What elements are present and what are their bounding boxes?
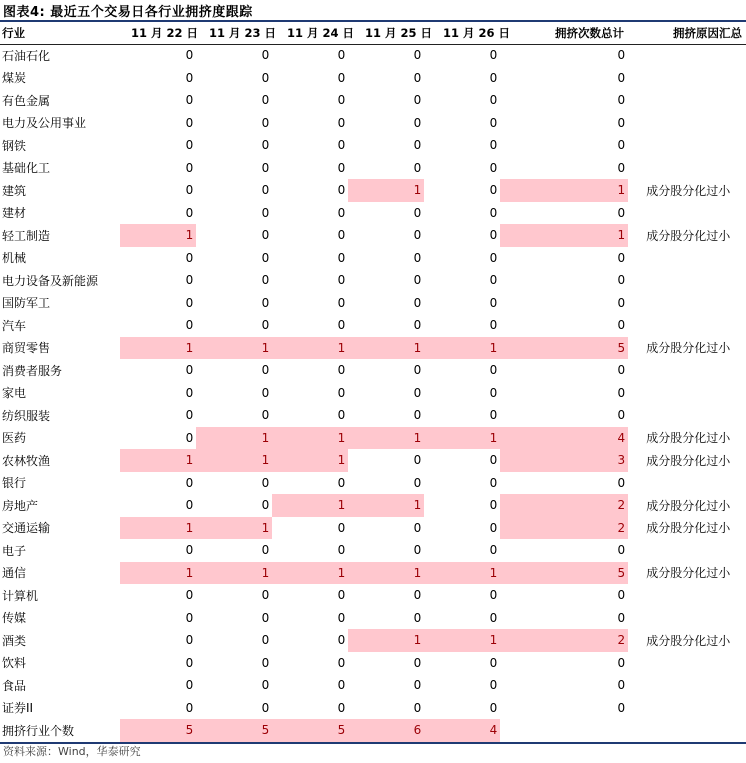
daily-count: 0 xyxy=(337,93,346,108)
daily-count: 0 xyxy=(489,655,498,670)
header-total: 拥挤次数总计 xyxy=(555,26,624,40)
crowding-reason xyxy=(628,472,746,495)
daily-count: 0 xyxy=(489,273,498,288)
total-count: 1 xyxy=(500,224,628,247)
industry-name: 钢铁 xyxy=(2,138,27,153)
table-row xyxy=(0,449,746,472)
crowding-reason: 成分股分化过小 xyxy=(646,521,731,536)
daily-count: 0 xyxy=(261,48,270,63)
daily-count: 0 xyxy=(185,93,194,108)
table-row xyxy=(0,494,746,517)
daily-count: 0 xyxy=(185,475,194,490)
table-row xyxy=(0,697,746,720)
industry-name: 房地产 xyxy=(2,498,39,513)
crowding-reason xyxy=(628,382,746,405)
daily-count: 0 xyxy=(337,160,346,175)
crowding-reason: 成分股分化过小 xyxy=(646,183,731,198)
daily-count: 0 xyxy=(337,138,346,153)
table-row xyxy=(0,404,746,427)
header-date-3: 11 月 24 日 xyxy=(286,26,354,40)
industry-name: 电子 xyxy=(2,543,27,558)
daily-count: 0 xyxy=(261,93,270,108)
daily-count: 0 xyxy=(261,700,270,715)
daily-count: 0 xyxy=(413,475,422,490)
total-count: 2 xyxy=(500,494,628,517)
daily-count: 1 xyxy=(348,179,424,202)
daily-count: 0 xyxy=(185,588,194,603)
daily-count: 0 xyxy=(261,160,270,175)
industry-name: 饮料 xyxy=(2,656,27,671)
daily-count: 0 xyxy=(489,543,498,558)
table-row xyxy=(0,67,746,90)
crowding-reason xyxy=(628,607,746,630)
daily-count: 0 xyxy=(185,295,194,310)
crowding-reason xyxy=(628,674,746,697)
industry-name: 煤炭 xyxy=(2,71,27,86)
summary-label: 拥挤行业个数 xyxy=(0,719,120,743)
table-row xyxy=(0,337,746,360)
crowding-reason: 成分股分化过小 xyxy=(646,633,731,648)
industry-name: 基础化工 xyxy=(2,161,51,176)
daily-count: 0 xyxy=(261,273,270,288)
daily-count: 1 xyxy=(120,337,196,360)
daily-count: 1 xyxy=(424,562,500,585)
crowding-reason xyxy=(628,157,746,180)
total-count: 0 xyxy=(617,588,626,603)
table-row xyxy=(0,202,746,225)
daily-count: 0 xyxy=(337,610,346,625)
daily-count: 0 xyxy=(337,700,346,715)
daily-count: 1 xyxy=(272,562,348,585)
table-row xyxy=(0,89,746,112)
daily-count: 0 xyxy=(337,205,346,220)
crowding-reason xyxy=(628,89,746,112)
total-count: 0 xyxy=(617,138,626,153)
total-count: 0 xyxy=(617,610,626,625)
daily-count: 0 xyxy=(337,385,346,400)
daily-count: 0 xyxy=(489,205,498,220)
daily-count: 0 xyxy=(337,363,346,378)
daily-count: 1 xyxy=(120,562,196,585)
header-date-5: 11 月 26 日 xyxy=(442,26,510,40)
daily-count: 0 xyxy=(337,543,346,558)
summary-count: 6 xyxy=(348,719,424,743)
daily-count: 0 xyxy=(337,250,346,265)
daily-count: 0 xyxy=(185,183,194,198)
daily-count: 1 xyxy=(348,337,424,360)
daily-count: 1 xyxy=(272,494,348,517)
table-row xyxy=(0,247,746,270)
daily-count: 0 xyxy=(337,655,346,670)
daily-count: 0 xyxy=(261,408,270,423)
total-count: 0 xyxy=(617,250,626,265)
daily-count: 0 xyxy=(337,183,346,198)
daily-count: 0 xyxy=(489,453,498,468)
daily-count: 0 xyxy=(185,430,194,445)
summary-reason-empty xyxy=(628,719,746,743)
daily-count: 0 xyxy=(261,318,270,333)
daily-count: 1 xyxy=(424,427,500,450)
table-row xyxy=(0,562,746,585)
daily-count: 0 xyxy=(489,48,498,63)
summary-count: 5 xyxy=(196,719,272,743)
industry-name: 机械 xyxy=(2,251,27,266)
total-count: 5 xyxy=(500,337,628,360)
daily-count: 0 xyxy=(413,273,422,288)
crowding-reason xyxy=(628,67,746,90)
total-count: 0 xyxy=(617,475,626,490)
industry-name: 纺织服装 xyxy=(2,408,51,423)
daily-count: 1 xyxy=(120,224,196,247)
total-count: 0 xyxy=(617,408,626,423)
total-count: 0 xyxy=(617,385,626,400)
table-row xyxy=(0,382,746,405)
industry-name: 通信 xyxy=(2,566,27,581)
total-count: 4 xyxy=(500,427,628,450)
daily-count: 0 xyxy=(413,70,422,85)
total-count: 0 xyxy=(617,318,626,333)
daily-count: 0 xyxy=(489,115,498,130)
daily-count: 1 xyxy=(424,337,500,360)
daily-count: 1 xyxy=(348,427,424,450)
crowding-table xyxy=(0,44,746,744)
daily-count: 0 xyxy=(413,48,422,63)
table-row xyxy=(0,44,746,67)
crowding-reason xyxy=(628,269,746,292)
daily-count: 0 xyxy=(489,138,498,153)
table-row xyxy=(0,359,746,382)
header-reason: 拥挤原因汇总 xyxy=(673,26,742,40)
table-row xyxy=(0,517,746,540)
source-note: 资料来源：Wind，华泰研究 xyxy=(3,745,141,758)
total-count: 0 xyxy=(617,700,626,715)
daily-count: 0 xyxy=(413,363,422,378)
daily-count: 0 xyxy=(489,318,498,333)
table-row xyxy=(0,427,746,450)
crowding-reason xyxy=(628,404,746,427)
industry-name: 传媒 xyxy=(2,611,27,626)
daily-count: 0 xyxy=(489,183,498,198)
crowding-reason xyxy=(628,292,746,315)
daily-count: 0 xyxy=(185,70,194,85)
daily-count: 1 xyxy=(196,517,272,540)
daily-count: 0 xyxy=(413,228,422,243)
crowding-reason: 成分股分化过小 xyxy=(646,431,731,446)
summary-row xyxy=(0,719,746,743)
industry-name: 消费者服务 xyxy=(2,363,63,378)
industry-name: 食品 xyxy=(2,678,27,693)
daily-count: 0 xyxy=(185,250,194,265)
crowding-reason: 成分股分化过小 xyxy=(646,498,731,513)
daily-count: 0 xyxy=(489,520,498,535)
crowding-reason xyxy=(628,112,746,135)
daily-count: 0 xyxy=(489,93,498,108)
daily-count: 0 xyxy=(261,543,270,558)
daily-count: 1 xyxy=(120,517,196,540)
daily-count: 0 xyxy=(489,363,498,378)
daily-count: 1 xyxy=(196,449,272,472)
total-count: 0 xyxy=(617,160,626,175)
daily-count: 0 xyxy=(185,385,194,400)
table-header xyxy=(0,22,746,45)
daily-count: 0 xyxy=(185,363,194,378)
daily-count: 0 xyxy=(185,633,194,648)
total-count: 0 xyxy=(617,273,626,288)
industry-name: 商贸零售 xyxy=(2,341,51,356)
daily-count: 0 xyxy=(261,70,270,85)
summary-total-empty xyxy=(500,719,628,743)
daily-count: 0 xyxy=(261,138,270,153)
summary-count: 5 xyxy=(272,719,348,743)
daily-count: 0 xyxy=(261,250,270,265)
daily-count: 1 xyxy=(196,562,272,585)
industry-name: 农林牧渔 xyxy=(2,453,51,468)
daily-count: 0 xyxy=(261,228,270,243)
daily-count: 0 xyxy=(185,318,194,333)
total-count: 0 xyxy=(617,115,626,130)
daily-count: 0 xyxy=(413,250,422,265)
total-count: 0 xyxy=(617,295,626,310)
daily-count: 0 xyxy=(261,385,270,400)
daily-count: 0 xyxy=(261,678,270,693)
crowding-reason: 成分股分化过小 xyxy=(646,228,731,243)
daily-count: 0 xyxy=(185,610,194,625)
daily-count: 0 xyxy=(261,475,270,490)
crowding-reason xyxy=(628,697,746,720)
total-count: 0 xyxy=(617,205,626,220)
daily-count: 0 xyxy=(489,610,498,625)
crowding-reason xyxy=(628,314,746,337)
total-count: 0 xyxy=(617,48,626,63)
daily-count: 0 xyxy=(337,408,346,423)
header-date-4: 11 月 25 日 xyxy=(364,26,432,40)
industry-name: 建材 xyxy=(2,206,27,221)
crowding-reason xyxy=(628,584,746,607)
industry-name: 电力设备及新能源 xyxy=(2,273,99,288)
daily-count: 0 xyxy=(413,385,422,400)
daily-count: 0 xyxy=(185,408,194,423)
crowding-reason: 成分股分化过小 xyxy=(646,566,731,581)
total-count: 3 xyxy=(500,449,628,472)
table-row xyxy=(0,134,746,157)
crowding-reason xyxy=(628,652,746,675)
table-row xyxy=(0,269,746,292)
daily-count: 0 xyxy=(185,273,194,288)
summary-count: 4 xyxy=(424,719,500,743)
total-count: 0 xyxy=(617,363,626,378)
daily-count: 0 xyxy=(185,678,194,693)
table-row xyxy=(0,584,746,607)
daily-count: 1 xyxy=(348,494,424,517)
total-count: 5 xyxy=(500,562,628,585)
table-row xyxy=(0,157,746,180)
daily-count: 0 xyxy=(337,115,346,130)
industry-name: 证券II xyxy=(2,701,34,716)
daily-count: 0 xyxy=(413,655,422,670)
industry-name: 汽车 xyxy=(2,318,27,333)
total-count: 0 xyxy=(617,655,626,670)
daily-count: 0 xyxy=(261,610,270,625)
daily-count: 1 xyxy=(196,427,272,450)
industry-name: 酒类 xyxy=(2,633,27,648)
daily-count: 1 xyxy=(120,449,196,472)
daily-count: 1 xyxy=(272,427,348,450)
daily-count: 0 xyxy=(413,93,422,108)
daily-count: 1 xyxy=(272,449,348,472)
crowding-reason: 成分股分化过小 xyxy=(646,453,731,468)
daily-count: 0 xyxy=(413,453,422,468)
table-row xyxy=(0,539,746,562)
daily-count: 0 xyxy=(261,498,270,513)
daily-count: 0 xyxy=(413,295,422,310)
daily-count: 0 xyxy=(261,205,270,220)
total-count: 0 xyxy=(617,93,626,108)
daily-count: 0 xyxy=(261,363,270,378)
table-row xyxy=(0,652,746,675)
daily-count: 0 xyxy=(413,138,422,153)
daily-count: 0 xyxy=(337,678,346,693)
daily-count: 0 xyxy=(489,498,498,513)
daily-count: 0 xyxy=(185,655,194,670)
total-count: 1 xyxy=(500,179,628,202)
daily-count: 0 xyxy=(489,588,498,603)
daily-count: 0 xyxy=(185,700,194,715)
table-row xyxy=(0,314,746,337)
total-count: 0 xyxy=(617,543,626,558)
daily-count: 0 xyxy=(489,385,498,400)
daily-count: 0 xyxy=(261,115,270,130)
daily-count: 0 xyxy=(413,520,422,535)
summary-count: 5 xyxy=(120,719,196,743)
daily-count: 0 xyxy=(261,633,270,648)
table-row xyxy=(0,674,746,697)
table-body xyxy=(0,44,746,743)
daily-count: 0 xyxy=(337,228,346,243)
daily-count: 0 xyxy=(185,498,194,513)
industry-name: 有色金属 xyxy=(2,93,51,108)
industry-name: 轻工制造 xyxy=(2,228,51,243)
daily-count: 0 xyxy=(413,678,422,693)
daily-count: 1 xyxy=(424,629,500,652)
daily-count: 0 xyxy=(261,183,270,198)
daily-count: 0 xyxy=(185,138,194,153)
table-row xyxy=(0,472,746,495)
daily-count: 1 xyxy=(348,629,424,652)
daily-count: 0 xyxy=(261,655,270,670)
daily-count: 0 xyxy=(337,48,346,63)
daily-count: 0 xyxy=(337,70,346,85)
table-row xyxy=(0,629,746,652)
daily-count: 0 xyxy=(489,295,498,310)
crowding-reason xyxy=(628,247,746,270)
industry-name: 交通运输 xyxy=(2,521,51,536)
daily-count: 0 xyxy=(413,543,422,558)
industry-name: 建筑 xyxy=(2,183,27,198)
daily-count: 0 xyxy=(337,273,346,288)
daily-count: 0 xyxy=(261,588,270,603)
total-count: 0 xyxy=(617,678,626,693)
header-date-2: 11 月 23 日 xyxy=(208,26,276,40)
crowding-reason: 成分股分化过小 xyxy=(646,341,731,356)
daily-count: 0 xyxy=(337,318,346,333)
industry-name: 石油石化 xyxy=(2,48,51,63)
crowding-reason xyxy=(628,202,746,225)
daily-count: 1 xyxy=(196,337,272,360)
daily-count: 0 xyxy=(261,295,270,310)
daily-count: 0 xyxy=(413,205,422,220)
daily-count: 0 xyxy=(185,543,194,558)
daily-count: 0 xyxy=(413,700,422,715)
industry-name: 家电 xyxy=(2,386,27,401)
daily-count: 0 xyxy=(489,250,498,265)
daily-count: 1 xyxy=(272,337,348,360)
daily-count: 0 xyxy=(413,408,422,423)
daily-count: 0 xyxy=(337,295,346,310)
table-row xyxy=(0,112,746,135)
title-bar xyxy=(0,0,746,22)
table-row xyxy=(0,224,746,247)
industry-name: 国防军工 xyxy=(2,296,51,311)
daily-count: 0 xyxy=(337,633,346,648)
crowding-reason xyxy=(628,134,746,157)
industry-name: 电力及公用事业 xyxy=(2,116,87,131)
daily-count: 0 xyxy=(489,475,498,490)
daily-count: 0 xyxy=(185,115,194,130)
industry-name: 计算机 xyxy=(2,588,39,603)
table-row xyxy=(0,607,746,630)
daily-count: 0 xyxy=(185,205,194,220)
daily-count: 0 xyxy=(413,588,422,603)
total-count: 0 xyxy=(617,70,626,85)
daily-count: 0 xyxy=(489,70,498,85)
header-date-1: 11 月 22 日 xyxy=(130,26,198,40)
daily-count: 0 xyxy=(413,318,422,333)
daily-count: 0 xyxy=(489,160,498,175)
header-industry: 行业 xyxy=(2,26,25,40)
daily-count: 0 xyxy=(337,588,346,603)
table-title: 图表4: 最近五个交易日各行业拥挤度跟踪 xyxy=(3,5,253,20)
table-row xyxy=(0,179,746,202)
crowding-reason xyxy=(628,359,746,382)
daily-count: 0 xyxy=(413,610,422,625)
daily-count: 0 xyxy=(185,48,194,63)
daily-count: 0 xyxy=(337,520,346,535)
crowding-reason xyxy=(628,539,746,562)
daily-count: 0 xyxy=(413,160,422,175)
daily-count: 0 xyxy=(337,475,346,490)
industry-name: 银行 xyxy=(2,476,27,491)
total-count: 2 xyxy=(500,629,628,652)
daily-count: 0 xyxy=(489,228,498,243)
daily-count: 0 xyxy=(489,678,498,693)
daily-count: 0 xyxy=(185,160,194,175)
daily-count: 0 xyxy=(489,700,498,715)
total-count: 2 xyxy=(500,517,628,540)
industry-name: 医药 xyxy=(2,431,27,446)
daily-count: 1 xyxy=(348,562,424,585)
daily-count: 0 xyxy=(413,115,422,130)
daily-count: 0 xyxy=(489,408,498,423)
table-row xyxy=(0,292,746,315)
crowding-reason xyxy=(628,44,746,67)
